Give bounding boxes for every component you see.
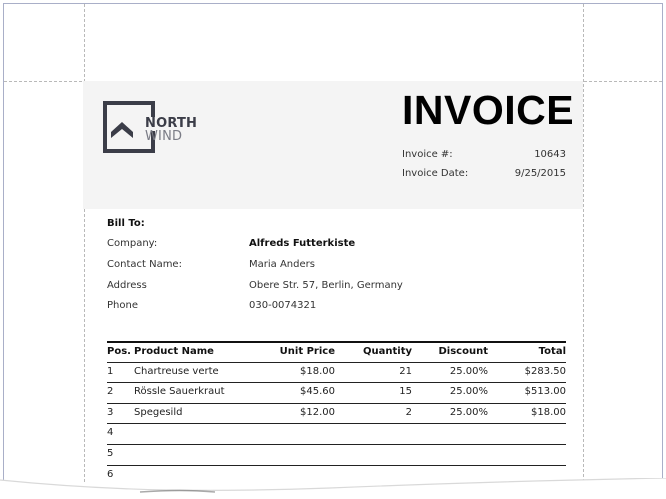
header-discount: Discount xyxy=(438,346,488,357)
cell-total: $513.00 xyxy=(524,386,566,398)
cell-pos: 2 xyxy=(107,386,114,398)
contact-name-label[interactable]: Contact Name: xyxy=(107,259,182,270)
left-margin-guide xyxy=(84,4,85,482)
cell-discount: 25.00% xyxy=(449,365,488,377)
cell-quantity: 21 xyxy=(399,365,412,377)
invoice-date-value[interactable]: 9/25/2015 xyxy=(514,168,566,179)
invoice-title[interactable]: INVOICE xyxy=(402,87,575,133)
cell-product-name: Chartreuse verte xyxy=(134,365,219,377)
cell-unit-price: $12.00 xyxy=(300,406,335,418)
cell-product-name: Spegesild xyxy=(134,406,183,418)
header-product-name: Product Name xyxy=(134,346,214,357)
company-label[interactable]: Company: xyxy=(107,238,158,249)
right-margin-guide xyxy=(583,4,584,482)
table-row[interactable] xyxy=(107,423,566,444)
cell-total: $18.00 xyxy=(531,406,566,418)
cell-discount: 25.00% xyxy=(449,406,488,418)
cell-quantity: 2 xyxy=(405,406,412,418)
torn-page-edge xyxy=(0,478,666,499)
cell-pos: 1 xyxy=(107,365,114,377)
chevron-up-icon xyxy=(111,120,133,138)
header-total: Total xyxy=(538,346,566,357)
phone-label[interactable]: Phone xyxy=(107,300,138,311)
cell-pos: 3 xyxy=(107,406,114,418)
logo-text-north: NORTH xyxy=(145,116,198,131)
table-row[interactable] xyxy=(107,444,566,465)
invoice-date-label[interactable]: Invoice Date: xyxy=(402,168,469,179)
table-header-row[interactable] xyxy=(107,341,566,362)
address-label[interactable]: Address xyxy=(107,280,147,291)
table-row[interactable] xyxy=(107,362,566,383)
company-value[interactable]: Alfreds Futterkiste xyxy=(249,238,356,249)
header-unit-price: Unit Price xyxy=(279,346,335,357)
cell-pos: 5 xyxy=(107,447,114,459)
logo-text-wind: WIND xyxy=(145,129,183,144)
table-row[interactable] xyxy=(107,403,566,424)
cell-discount: 25.00% xyxy=(449,386,488,398)
phone-value[interactable]: 030-0074321 xyxy=(249,300,317,311)
invoice-number-label[interactable]: Invoice #: xyxy=(402,149,453,160)
header-pos: Pos. xyxy=(107,346,131,357)
cell-pos: 6 xyxy=(107,468,114,480)
cell-pos: 4 xyxy=(107,427,114,439)
invoice-items-table xyxy=(107,341,566,485)
bill-to-heading[interactable]: Bill To: xyxy=(107,218,145,229)
cell-unit-price: $45.60 xyxy=(300,386,335,398)
table-row[interactable] xyxy=(107,382,566,403)
cell-quantity: 15 xyxy=(399,386,412,398)
contact-name-value[interactable]: Maria Anders xyxy=(249,259,315,270)
header-quantity: Quantity xyxy=(363,346,412,357)
cell-unit-price: $18.00 xyxy=(300,365,335,377)
cell-total: $283.50 xyxy=(524,365,566,377)
address-value[interactable]: Obere Str. 57, Berlin, Germany xyxy=(249,280,403,291)
invoice-number-value[interactable]: 10643 xyxy=(534,149,566,160)
cell-product-name: Rössle Sauerkraut xyxy=(134,386,225,398)
